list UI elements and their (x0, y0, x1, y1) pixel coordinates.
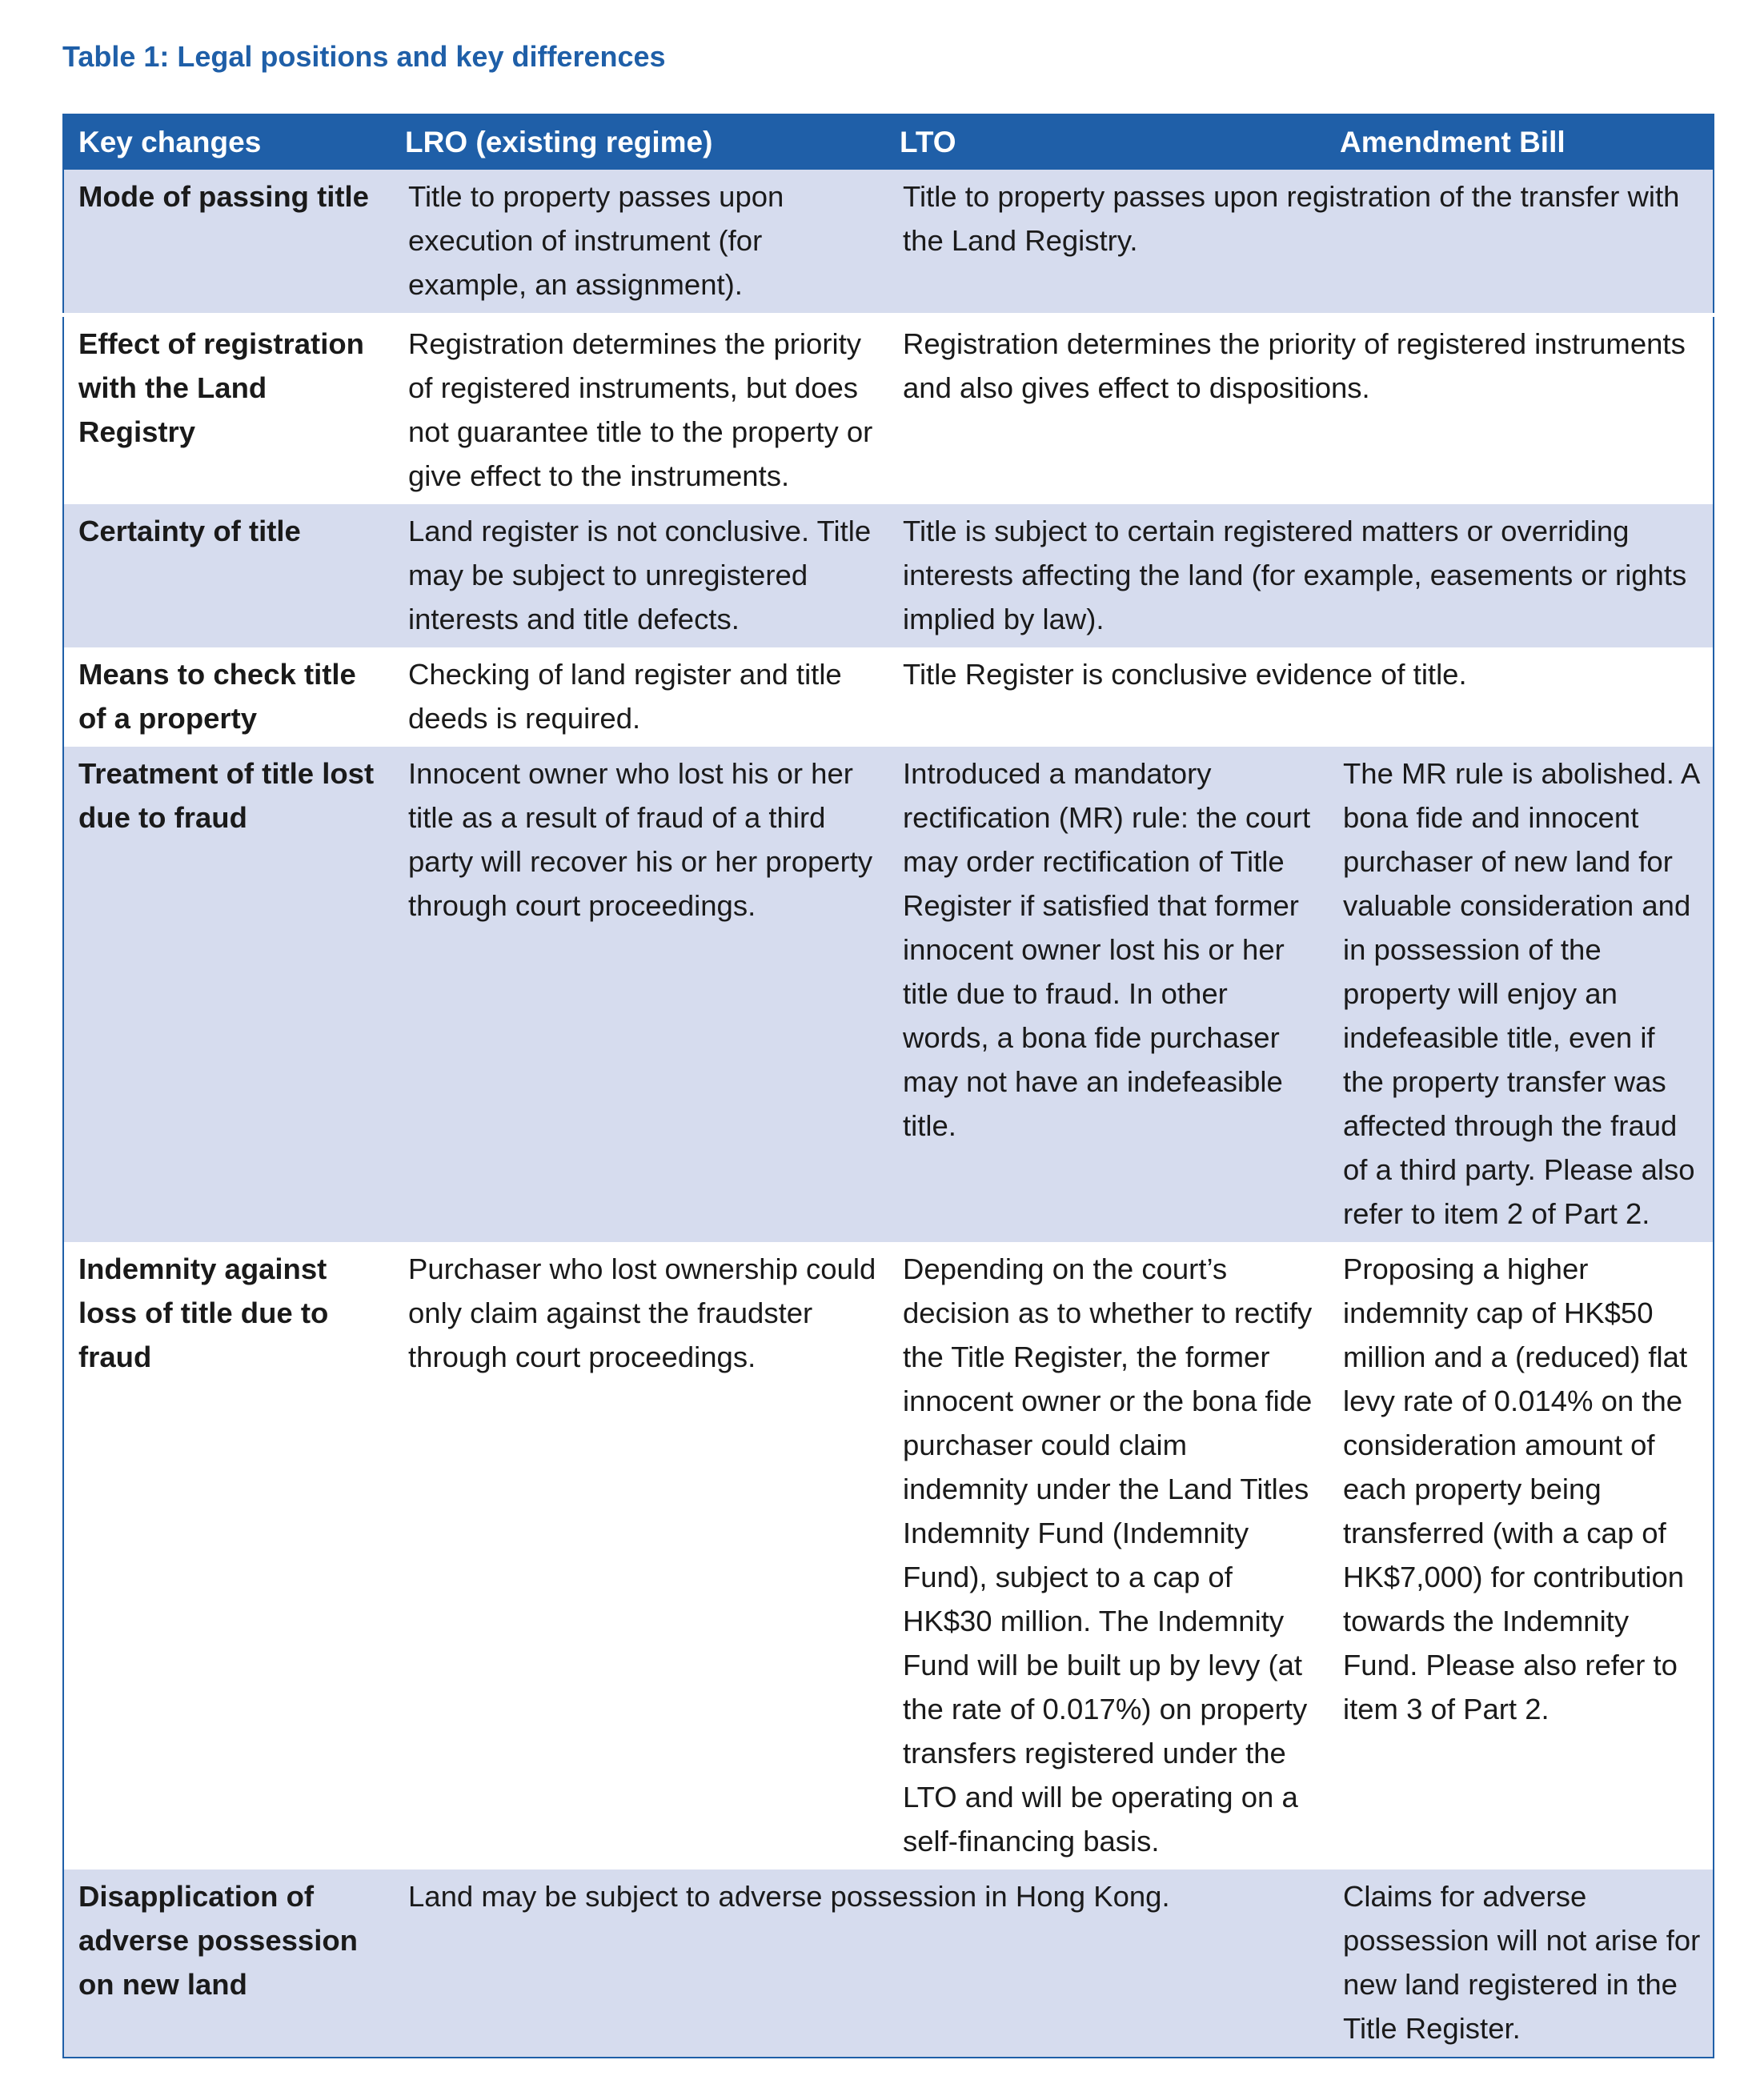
row-key: Certainty of title (63, 504, 394, 647)
table-caption: Table 1: Legal positions and key differences (62, 40, 666, 73)
legal-positions-table (62, 114, 1714, 2058)
lto-bill-cell: Title to property passes upon registration of the transfer with the Land Registry. (888, 170, 1714, 315)
row-key: Means to check title of a property (78, 658, 356, 735)
header-key-changes: Key changes (63, 114, 394, 170)
lro-cell: Innocent owner who lost his or her title as a result of fraud of a third party will recover his or her property through court proceedings. (394, 747, 888, 1242)
row-key: Effect of registration with the Land Registry (63, 315, 394, 505)
row-key: Disapplication of adverse possession on new land (63, 1870, 394, 2058)
table-row (63, 315, 1714, 505)
bill-cell: Claims for adverse possession will not arise for new land registered in the Title Register. (1329, 1870, 1714, 2058)
header-amendment-bill: Amendment Bill (1329, 114, 1714, 170)
table-header-row (63, 114, 1714, 170)
lro-cell: Checking of land register and title deeds is required. (408, 658, 842, 735)
table-row (63, 647, 1714, 747)
table-row (63, 504, 1714, 647)
table-row (63, 170, 1714, 315)
table-row (63, 1242, 1714, 1870)
lto-bill-cell: Title is subject to certain registered matters or overriding interests affecting the land (for example, easements or rights implied by law). (888, 504, 1714, 647)
bill-cell: Proposing a higher indemnity cap of HK$50 million and a (reduced) flat levy rate of 0.014% on the consideration amount of each property being transferred (with a cap of HK$7,000) for contribution towards the Indemnity Fund. Please also refer to item 3 of Part 2. (1343, 1252, 1688, 1725)
lro-cell: Registration determines the priority of registered instruments, but does not guarantee title to the property or give effect to the instruments. (394, 315, 888, 505)
row-key: Mode of passing title (63, 170, 394, 315)
lro-cell: Purchaser who lost ownership could only claim against the fraudster through court proceedings. (408, 1252, 876, 1373)
lto-cell: Introduced a mandatory rectification (MR) rule: the court may order rectification of Title Register if satisfied that former innocent owner lost his or her title due to fraud. In other words, a bona fide purchaser may not have an indefeasible title. (888, 747, 1329, 1242)
header-lro: LRO (existing regime) (394, 114, 888, 170)
lro-cell: Land register is not conclusive. Title may be subject to unregistered interests and title defects. (394, 504, 888, 647)
lro-cell: Title to property passes upon execution of instrument (for example, an assignment). (394, 170, 888, 315)
row-key: Treatment of title lost due to fraud (63, 747, 394, 1242)
table-row (63, 747, 1714, 1242)
lro-lto-cell: Land may be subject to adverse possession in Hong Kong. (394, 1870, 1329, 2058)
lto-bill-cell: Registration determines the priority of registered instruments and also gives effect to dispositions. (888, 315, 1714, 505)
header-lto: LTO (888, 114, 1329, 170)
lto-cell: Depending on the court’s decision as to whether to rectify the Title Register, the former innocent owner or the bona fide purchaser could claim indemnity under the Land Titles Indemnity Fund (Indemnity Fund), subject to a cap of HK$30 million. The Indemnity Fund will be built up by levy (at the rate of 0.017%) on property transfers registered under the LTO and will be operating on a self-financing basis. (903, 1252, 1313, 1858)
bill-cell: The MR rule is abolished. A bona fide and innocent purchaser of new land for valuable consideration and in possession of the property will enjoy an indefeasible title, even if the property transfer was affected through the fraud of a third party. Please also refer to item 2 of Part 2. (1329, 747, 1714, 1242)
row-key: Indemnity against loss of title due to fraud (78, 1252, 329, 1373)
lto-bill-cell: Title Register is conclusive evidence of title. (903, 658, 1467, 691)
table-row (63, 1870, 1714, 2058)
